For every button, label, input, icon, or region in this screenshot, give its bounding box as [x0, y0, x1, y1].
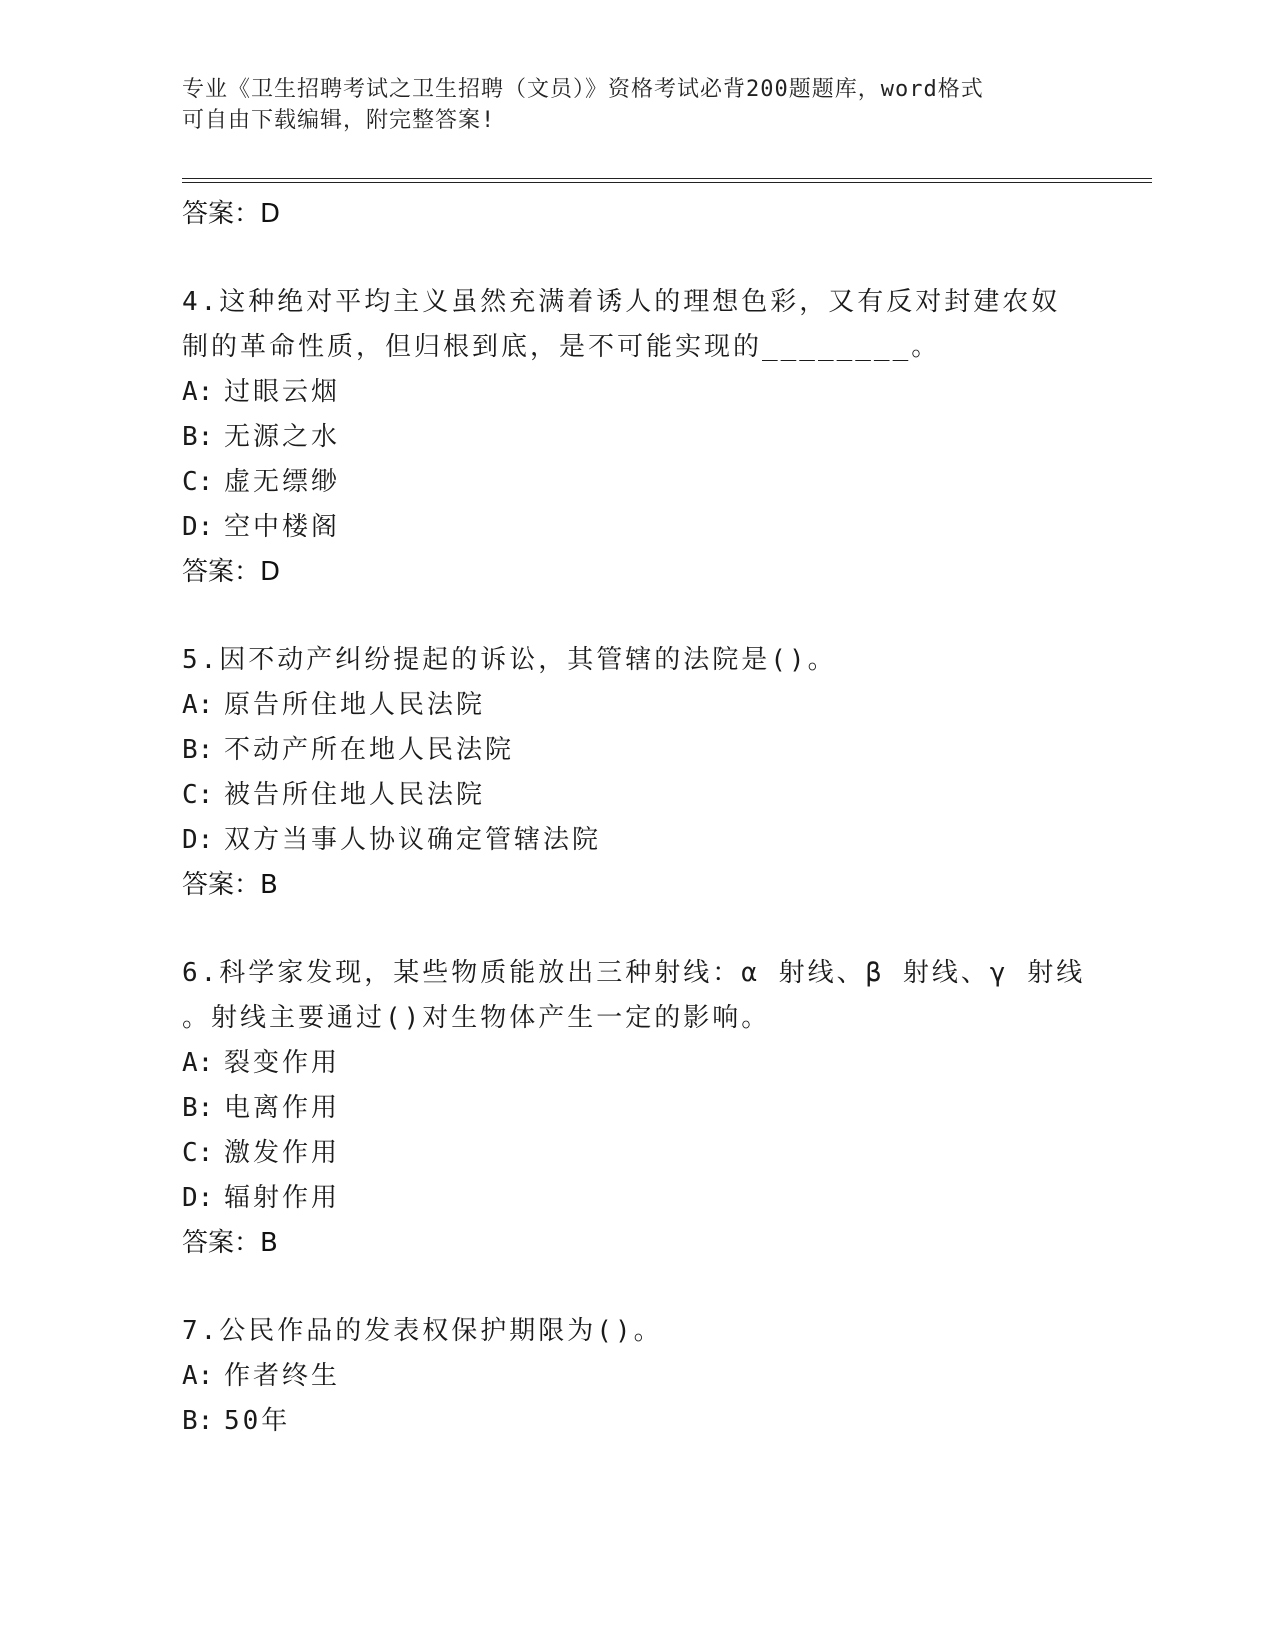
option-d	[182, 818, 1092, 863]
question-text	[182, 951, 1092, 1041]
question-line: 6.科学家发现，某些物质能放出三种射线：α 射线、β 射线、γ 射线	[182, 958, 1086, 988]
option-text: 虚无缥缈	[224, 467, 341, 497]
answer-label: 答案：D	[182, 199, 281, 229]
option-letter: A:	[182, 377, 214, 407]
option-a	[182, 1041, 1092, 1086]
question-list	[182, 192, 1092, 1444]
option-c	[182, 1131, 1092, 1176]
question-line: 7.公民作品的发表权保护期限为()。	[182, 1316, 663, 1346]
option-letter: A:	[182, 690, 214, 720]
question-line: 5.因不动产纠纷提起的诉讼，其管辖的法院是()。	[182, 645, 837, 675]
header-rule-bottom	[182, 182, 1152, 183]
option-b	[182, 415, 1092, 460]
spacer	[182, 236, 1092, 280]
option-text: 原告所住地人民法院	[224, 690, 486, 720]
option-text: 空中楼阁	[224, 512, 341, 542]
option-text: 被告所住地人民法院	[224, 780, 486, 810]
option-text: 无源之水	[224, 422, 341, 452]
option-letter: C:	[182, 780, 214, 810]
question-block	[182, 951, 1092, 1265]
option-letter: C:	[182, 1138, 214, 1168]
option-d	[182, 505, 1092, 550]
option-letter: A:	[182, 1361, 214, 1391]
option-text: 激发作用	[224, 1138, 341, 1168]
option-letter: B:	[182, 1406, 214, 1436]
option-c	[182, 773, 1092, 818]
spacer	[182, 594, 1092, 638]
question-line: 4.这种绝对平均主义虽然充满着诱人的理想色彩，又有反对封建农奴	[182, 287, 1061, 317]
option-b	[182, 1399, 1092, 1444]
answer-label: 答案：D	[182, 557, 281, 587]
question-block	[182, 280, 1092, 594]
option-text: 电离作用	[224, 1093, 341, 1123]
question-line: 制的革命性质，但归根到底，是不可能实现的________。	[182, 332, 941, 362]
option-d	[182, 1176, 1092, 1221]
question-text	[182, 1309, 1092, 1354]
option-c	[182, 460, 1092, 505]
option-a	[182, 683, 1092, 728]
header-line-1: 专业《卫生招聘考试之卫生招聘（文员）》资格考试必背200题题库，word格式	[182, 77, 984, 102]
option-letter: D:	[182, 825, 214, 855]
option-letter: D:	[182, 1183, 214, 1213]
question-block	[182, 638, 1092, 907]
option-letter: D:	[182, 512, 214, 542]
spacer	[182, 907, 1092, 951]
option-letter: A:	[182, 1048, 214, 1078]
answer-label: 答案：B	[182, 870, 278, 900]
option-text: 过眼云烟	[224, 377, 341, 407]
question-text	[182, 638, 1092, 683]
header-line-2: 可自由下载编辑，附完整答案!	[182, 108, 496, 133]
option-text: 不动产所在地人民法院	[224, 735, 515, 765]
option-letter: B:	[182, 1093, 214, 1123]
option-text: 裂变作用	[224, 1048, 341, 1078]
option-letter: B:	[182, 735, 214, 765]
option-text: 作者终生	[224, 1361, 341, 1391]
option-b	[182, 1086, 1092, 1131]
question-block	[182, 1309, 1092, 1444]
option-text: 50年	[224, 1406, 291, 1436]
spacer	[182, 1265, 1092, 1309]
header-rule-top	[182, 178, 1152, 179]
option-a	[182, 1354, 1092, 1399]
option-text: 双方当事人协议确定管辖法院	[224, 825, 602, 855]
answer-label: 答案：B	[182, 1228, 278, 1258]
option-b	[182, 728, 1092, 773]
option-text: 辐射作用	[224, 1183, 341, 1213]
option-letter: C:	[182, 467, 214, 497]
question-line: 。射线主要通过()对生物体产生一定的影响。	[182, 1003, 771, 1033]
question-text	[182, 280, 1092, 370]
option-a	[182, 370, 1092, 415]
document-header	[182, 74, 1062, 136]
option-letter: B:	[182, 422, 214, 452]
